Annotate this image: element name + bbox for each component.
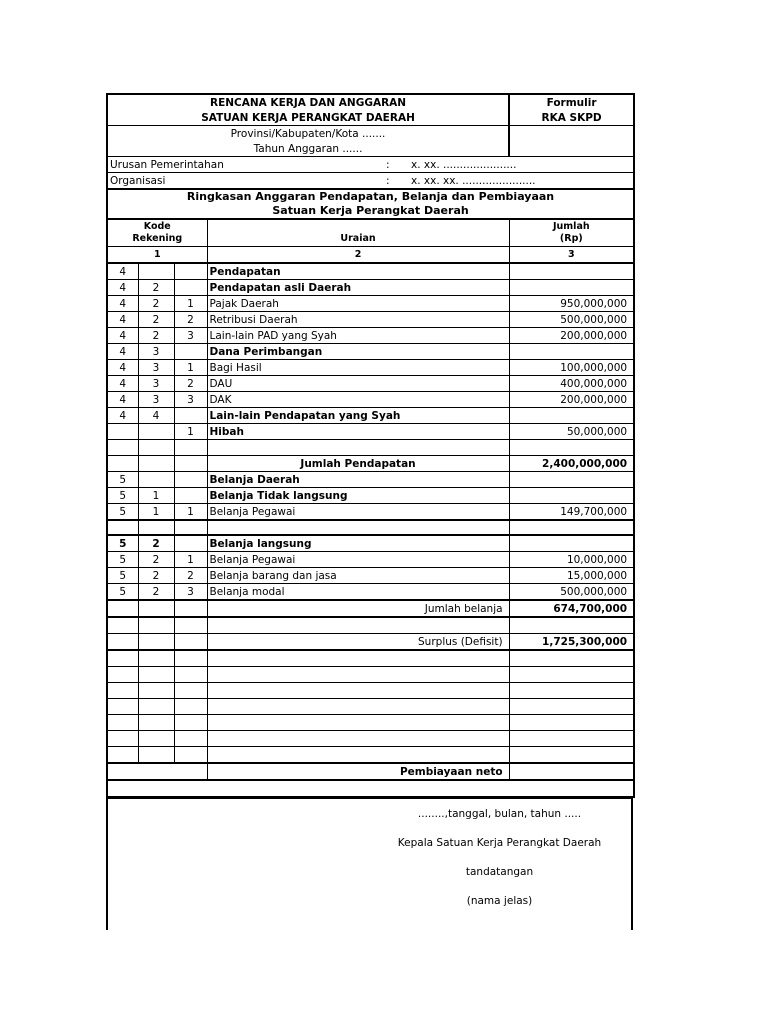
title-row-2 xyxy=(107,110,634,126)
blank-k1 xyxy=(107,650,138,667)
table-row xyxy=(107,488,634,504)
table-row xyxy=(107,376,634,392)
pembiayaan-label: Pembiayaan neto xyxy=(207,763,509,780)
kode-1: 4 xyxy=(107,312,138,328)
jumlah-cell: 200,000,000 xyxy=(509,392,634,408)
uraian-cell: Pajak Daerah xyxy=(207,296,509,312)
blank-row xyxy=(107,683,634,699)
blank-k2 xyxy=(138,731,174,747)
province-line: Provinsi/Kabupaten/Kota ....... xyxy=(107,126,509,142)
total-label: Jumlah Pendapatan xyxy=(207,456,509,472)
kode-1 xyxy=(107,424,138,440)
kode-2: 3 xyxy=(138,360,174,376)
jumlah-cell xyxy=(509,535,634,552)
uraian-cell: Belanja Daerah xyxy=(207,472,509,488)
table-row xyxy=(107,472,634,488)
jumlah-cell: 200,000,000 xyxy=(509,328,634,344)
blank-k1 xyxy=(107,617,138,634)
jumlah-cell xyxy=(509,280,634,296)
jumlah-cell: 500,000,000 xyxy=(509,312,634,328)
kode-3: 3 xyxy=(174,328,207,344)
kode-2: 3 xyxy=(138,344,174,360)
pembiayaan-value xyxy=(509,763,634,780)
kode-1: 4 xyxy=(107,376,138,392)
total-value: 674,700,000 xyxy=(509,600,634,617)
blank-k1 xyxy=(107,520,138,535)
blank-jumlah xyxy=(509,683,634,699)
blank-jumlah xyxy=(509,520,634,535)
urusan-label: Urusan Pemerintahan xyxy=(110,158,224,171)
table-row xyxy=(107,392,634,408)
kode-2: 2 xyxy=(138,552,174,568)
blank-uraian xyxy=(207,683,509,699)
kode-1: 5 xyxy=(107,535,138,552)
jumlah-cell: 100,000,000 xyxy=(509,360,634,376)
blank-uraian xyxy=(207,440,509,456)
uraian-cell: Belanja Tidak langsung xyxy=(207,488,509,504)
kode-2: 2 xyxy=(138,296,174,312)
kode-3: 1 xyxy=(174,504,207,521)
signature-name: (nama jelas) xyxy=(466,895,533,907)
blank-jumlah xyxy=(509,440,634,456)
blank-row xyxy=(107,520,634,535)
blank-uraian xyxy=(207,650,509,667)
blank-k3 xyxy=(174,617,207,634)
table-row xyxy=(107,504,634,521)
blank-k2 xyxy=(138,683,174,699)
col-jumlah-line2: (Rp) xyxy=(559,233,583,244)
kode-1: 5 xyxy=(107,584,138,601)
blank-k3 xyxy=(174,699,207,715)
blank-jumlah xyxy=(509,650,634,667)
year-line: Tahun Anggaran ...... xyxy=(107,141,509,157)
uraian-cell: Lain-lain Pendapatan yang Syah xyxy=(207,408,509,424)
kode-3: 3 xyxy=(174,392,207,408)
total-k2 xyxy=(138,456,174,472)
blank-k1 xyxy=(107,731,138,747)
blank-k2 xyxy=(138,617,174,634)
blank-k2 xyxy=(138,650,174,667)
uraian-cell: Belanja Pegawai xyxy=(207,552,509,568)
blank-k3 xyxy=(174,731,207,747)
column-number-row xyxy=(107,247,634,264)
blank-k3 xyxy=(174,667,207,683)
blank-jumlah xyxy=(509,699,634,715)
blank-k1 xyxy=(107,699,138,715)
kode-1: 4 xyxy=(107,328,138,344)
kode-1: 4 xyxy=(107,296,138,312)
kode-1: 4 xyxy=(107,408,138,424)
uraian-cell: Hibah xyxy=(207,424,509,440)
signature-sign: tandatangan xyxy=(465,866,534,878)
kode-1: 4 xyxy=(107,263,138,280)
kode-3: 1 xyxy=(174,552,207,568)
blank-k2 xyxy=(138,667,174,683)
total-row xyxy=(107,600,634,617)
kode-3 xyxy=(174,263,207,280)
uraian-cell: DAU xyxy=(207,376,509,392)
jumlah-cell xyxy=(509,344,634,360)
kode-2: 2 xyxy=(138,535,174,552)
blank-jumlah xyxy=(509,667,634,683)
uraian-cell: Belanja barang dan jasa xyxy=(207,568,509,584)
blank-jumlah xyxy=(509,731,634,747)
kode-2: 2 xyxy=(138,312,174,328)
jumlah-cell xyxy=(509,488,634,504)
signature-date: ........,tanggal, bulan, tahun ..... xyxy=(417,808,582,820)
blank-uraian xyxy=(207,667,509,683)
total-k3 xyxy=(174,634,207,651)
province-side xyxy=(509,126,634,142)
org-row xyxy=(107,173,634,190)
blank-row xyxy=(107,667,634,683)
blank-k2 xyxy=(138,747,174,764)
blank-k2 xyxy=(138,440,174,456)
kode-2: 2 xyxy=(138,584,174,601)
budget-table xyxy=(106,93,635,798)
blank-k3 xyxy=(174,520,207,535)
blank-k1 xyxy=(107,715,138,731)
kode-3 xyxy=(174,535,207,552)
uraian-cell: Belanja Pegawai xyxy=(207,504,509,521)
uraian-cell: Retribusi Daerah xyxy=(207,312,509,328)
kode-2 xyxy=(138,263,174,280)
table-row xyxy=(107,280,634,296)
col-kode-line1: Kode xyxy=(143,221,171,232)
form-code-line1: Formulir xyxy=(509,94,634,110)
blank-k3 xyxy=(174,747,207,764)
kode-2 xyxy=(138,424,174,440)
blank-k3 xyxy=(174,683,207,699)
total-k1 xyxy=(107,456,138,472)
org-sep: : xyxy=(386,174,390,187)
table-row xyxy=(107,344,634,360)
kode-2: 2 xyxy=(138,328,174,344)
kode-2 xyxy=(138,472,174,488)
urusan-value: x. xx. ...................... xyxy=(411,158,517,171)
uraian-cell: Belanja modal xyxy=(207,584,509,601)
table-row xyxy=(107,584,634,601)
blank-uraian xyxy=(207,520,509,535)
total-k2 xyxy=(138,634,174,651)
total-row xyxy=(107,634,634,651)
blank-uraian xyxy=(207,617,509,634)
org-label-cell xyxy=(107,173,536,190)
blank-uraian xyxy=(207,747,509,764)
blank-uraian xyxy=(207,731,509,747)
urusan-label-cell xyxy=(107,157,517,173)
uraian-cell: Bagi Hasil xyxy=(207,360,509,376)
total-k1 xyxy=(107,600,138,617)
blank-k1 xyxy=(107,440,138,456)
province-row xyxy=(107,126,634,142)
kode-3 xyxy=(174,344,207,360)
column-header-row xyxy=(107,219,634,247)
total-label: Jumlah belanja xyxy=(207,600,509,617)
kode-1: 5 xyxy=(107,552,138,568)
col-num-3: 3 xyxy=(509,247,634,264)
blank-k1 xyxy=(107,747,138,764)
uraian-cell: DAK xyxy=(207,392,509,408)
table-row xyxy=(107,535,634,552)
form-code-line2: RKA SKPD xyxy=(509,110,634,126)
org-value: x. xx. xx. ...................... xyxy=(411,174,536,187)
total-row xyxy=(107,456,634,472)
table-row xyxy=(107,552,634,568)
uraian-cell: Lain-lain PAD yang Syah xyxy=(207,328,509,344)
spacer-row xyxy=(107,780,634,797)
blank-k3 xyxy=(174,715,207,731)
table-row xyxy=(107,296,634,312)
pembiayaan-kode xyxy=(107,763,207,780)
blank-uraian xyxy=(207,699,509,715)
pembiayaan-row xyxy=(107,763,634,780)
kode-3 xyxy=(174,408,207,424)
jumlah-cell: 149,700,000 xyxy=(509,504,634,521)
urusan-row xyxy=(107,157,634,173)
blank-k1 xyxy=(107,667,138,683)
table-row xyxy=(107,360,634,376)
blank-k2 xyxy=(138,520,174,535)
blank-k3 xyxy=(174,440,207,456)
blank-jumlah xyxy=(509,747,634,764)
blank-row xyxy=(107,731,634,747)
blank-k2 xyxy=(138,699,174,715)
blank-k3 xyxy=(174,650,207,667)
jumlah-cell: 500,000,000 xyxy=(509,584,634,601)
kode-3: 1 xyxy=(174,424,207,440)
kode-1: 4 xyxy=(107,280,138,296)
table-row xyxy=(107,568,634,584)
table-row xyxy=(107,424,634,440)
kode-1: 4 xyxy=(107,360,138,376)
total-label: Surplus (Defisit) xyxy=(207,634,509,651)
table-row xyxy=(107,312,634,328)
year-side xyxy=(509,141,634,157)
signature-block xyxy=(106,798,633,930)
kode-3 xyxy=(174,472,207,488)
blank-row xyxy=(107,699,634,715)
kode-1: 5 xyxy=(107,504,138,521)
org-label: Organisasi xyxy=(110,174,166,187)
kode-3 xyxy=(174,488,207,504)
spacer-cell xyxy=(107,780,634,797)
title-row-1 xyxy=(107,94,634,110)
form-title-line2: SATUAN KERJA PERANGKAT DAERAH xyxy=(107,110,509,126)
total-k1 xyxy=(107,634,138,651)
signature-position: Kepala Satuan Kerja Perangkat Daerah xyxy=(397,837,602,849)
col-num-1: 1 xyxy=(107,247,207,264)
total-k3 xyxy=(174,600,207,617)
jumlah-cell xyxy=(509,472,634,488)
col-jumlah xyxy=(509,219,634,247)
blank-k1 xyxy=(107,683,138,699)
table-row xyxy=(107,263,634,280)
year-row xyxy=(107,141,634,157)
kode-1: 4 xyxy=(107,344,138,360)
total-k3 xyxy=(174,456,207,472)
kode-2: 3 xyxy=(138,376,174,392)
blank-uraian xyxy=(207,715,509,731)
blank-row xyxy=(107,440,634,456)
jumlah-cell xyxy=(509,408,634,424)
kode-1: 5 xyxy=(107,488,138,504)
jumlah-cell: 15,000,000 xyxy=(509,568,634,584)
total-k2 xyxy=(138,600,174,617)
kode-3: 2 xyxy=(174,376,207,392)
kode-2: 2 xyxy=(138,280,174,296)
kode-2: 4 xyxy=(138,408,174,424)
uraian-cell: Belanja langsung xyxy=(207,535,509,552)
kode-3: 2 xyxy=(174,568,207,584)
summary-row-1 xyxy=(107,189,634,204)
kode-3: 3 xyxy=(174,584,207,601)
form-title-line1: RENCANA KERJA DAN ANGGARAN xyxy=(107,94,509,110)
table-row xyxy=(107,408,634,424)
kode-1: 5 xyxy=(107,568,138,584)
col-kode-line2: Rekening xyxy=(132,233,183,244)
kode-2: 2 xyxy=(138,568,174,584)
col-num-2: 2 xyxy=(207,247,509,264)
blank-row xyxy=(107,715,634,731)
rka-form xyxy=(106,93,633,930)
col-jumlah-line1: Jumlah xyxy=(552,221,590,232)
jumlah-cell: 950,000,000 xyxy=(509,296,634,312)
col-uraian: Uraian xyxy=(207,219,509,247)
blank-jumlah xyxy=(509,617,634,634)
jumlah-cell: 50,000,000 xyxy=(509,424,634,440)
summary-line1: Ringkasan Anggaran Pendapatan, Belanja dan Pembiayaan xyxy=(107,189,634,204)
jumlah-cell xyxy=(509,263,634,280)
kode-2: 3 xyxy=(138,392,174,408)
urusan-sep: : xyxy=(386,158,390,171)
kode-1: 4 xyxy=(107,392,138,408)
uraian-cell: Dana Perimbangan xyxy=(207,344,509,360)
table-row xyxy=(107,328,634,344)
summary-line2: Satuan Kerja Perangkat Daerah xyxy=(107,204,634,219)
kode-2: 1 xyxy=(138,504,174,521)
col-kode xyxy=(107,219,207,247)
jumlah-cell: 400,000,000 xyxy=(509,376,634,392)
uraian-cell: Pendapatan asli Daerah xyxy=(207,280,509,296)
total-value: 2,400,000,000 xyxy=(509,456,634,472)
kode-2: 1 xyxy=(138,488,174,504)
blank-jumlah xyxy=(509,715,634,731)
kode-1: 5 xyxy=(107,472,138,488)
kode-3: 2 xyxy=(174,312,207,328)
uraian-cell: Pendapatan xyxy=(207,263,509,280)
blank-row xyxy=(107,617,634,634)
blank-row xyxy=(107,747,634,764)
blank-k2 xyxy=(138,715,174,731)
jumlah-cell: 10,000,000 xyxy=(509,552,634,568)
total-value: 1,725,300,000 xyxy=(509,634,634,651)
summary-row-2 xyxy=(107,204,634,219)
kode-3: 1 xyxy=(174,296,207,312)
kode-3: 1 xyxy=(174,360,207,376)
blank-row xyxy=(107,650,634,667)
kode-3 xyxy=(174,280,207,296)
